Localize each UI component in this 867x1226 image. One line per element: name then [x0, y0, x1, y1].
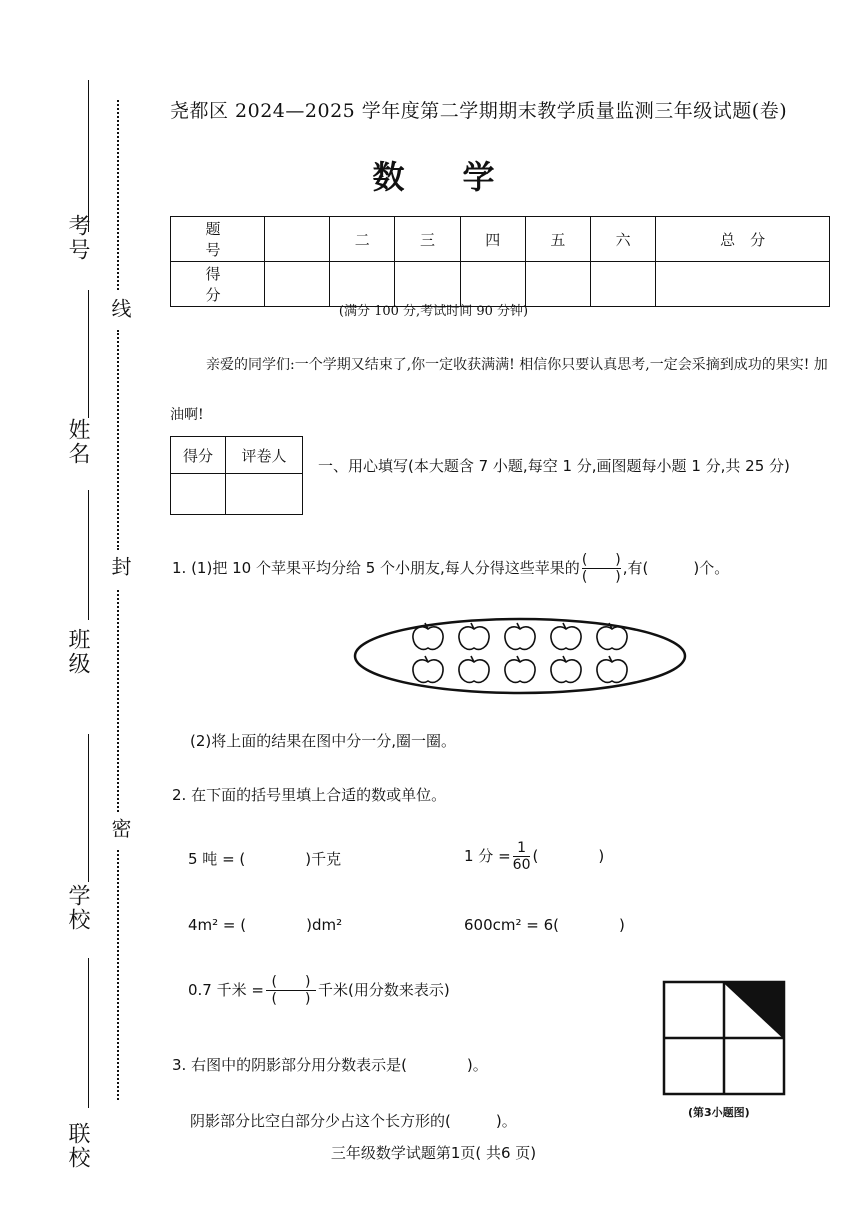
binding-line-4 — [88, 734, 89, 882]
exam-header: 尧都区 2024—2025 学年度第二学期期末教学质量监测三年级试题(卷) — [170, 100, 788, 122]
seal-dotted-line-4 — [117, 850, 119, 1100]
page-footer: 三年级数学试题第1页( 共6 页) — [330, 1144, 537, 1162]
seal-mi: 密 — [108, 818, 132, 840]
seal-feng: 封 — [108, 556, 132, 578]
q1-fraction-blank[interactable]: $\frac{( )}{( )}$ — [581, 552, 621, 585]
q2-title: 2. 在下面的括号里填上合适的数或单位。 — [172, 786, 447, 804]
score-cell: 五 — [525, 217, 590, 262]
grader-table — [170, 436, 303, 515]
grader-score-label: 得分 — [171, 437, 226, 474]
q2-c: 4m² = ( )dm² — [188, 916, 343, 934]
seal-dotted-line-3 — [117, 590, 119, 812]
name-label: 姓名 — [65, 418, 90, 466]
grader-score-cell[interactable] — [171, 474, 226, 515]
class-label: 班级 — [65, 628, 90, 676]
score-table — [170, 216, 830, 307]
score-cell: 三 — [395, 217, 460, 262]
exam-note: (满分 100 分,考试时间 90 分钟) — [338, 304, 529, 319]
q1-text: 1. (1)把 10 个苹果平均分给 5 个小朋友,每人分得这些苹果的 — [172, 559, 580, 577]
q2-d: 600cm² = 6( ) — [464, 916, 625, 934]
lianxiao-label: 联校 — [65, 1122, 90, 1170]
q3-figure — [662, 980, 786, 1096]
apple-icon — [505, 656, 535, 682]
q2-a: 5 吨 = ( )千克 — [188, 850, 342, 868]
subject-title: 数学 — [372, 158, 553, 196]
exam-no-label: 考号 — [65, 214, 90, 262]
score-cell: 二 — [330, 217, 395, 262]
q2-b: 1 分 = $\frac{1}{60}$ ( ) — [464, 840, 605, 873]
q1-part1 — [172, 552, 729, 585]
apple-icon — [551, 623, 581, 649]
apple-icon — [459, 656, 489, 682]
intro-text: 亲爱的同学们:一个学期又结束了,你一定收获满满! 相信你只要认真思考,一定会采摘到成功的果实! 加油啊! — [170, 357, 828, 423]
score-cell: 题 号 — [171, 217, 265, 262]
score-cell: 总 分 — [656, 217, 830, 262]
apple-icon — [459, 623, 489, 649]
seal-xian: 线 — [108, 298, 132, 320]
binding-line-3 — [88, 490, 89, 620]
binding-line-5 — [88, 958, 89, 1108]
apple-plate — [352, 616, 688, 696]
score-cell: 得 分 — [171, 262, 265, 307]
grader-reviewer-cell[interactable] — [226, 474, 303, 515]
seal-dotted-line-2 — [117, 330, 119, 550]
score-cell: 一 — [265, 217, 330, 262]
school-label: 学校 — [65, 884, 90, 932]
apple-icon — [505, 623, 535, 649]
q3-caption: (第3小题图) — [688, 1106, 750, 1119]
score-cell: 六 — [591, 217, 656, 262]
q3-line2: 阴影部分比空白部分少占这个长方形的( )。 — [190, 1112, 517, 1130]
apple-icon — [597, 656, 627, 682]
q1-text-b: ,有( )个。 — [622, 559, 730, 577]
score-cell: 四 — [460, 217, 525, 262]
q2-e: 0.7 千米 = $\frac{( )}{( )}$ 千米(用分数来表示) — [188, 974, 450, 1007]
q1-part2: (2)将上面的结果在图中分一分,圈一圈。 — [190, 732, 457, 750]
apple-icon — [551, 656, 581, 682]
q2-b-fraction: $\frac{1}{60}$ — [512, 840, 531, 873]
apple-icon — [413, 656, 443, 682]
q2-e-fraction-blank[interactable]: $\frac{( )}{( )}$ — [266, 974, 316, 1007]
grader-reviewer-label: 评卷人 — [226, 437, 303, 474]
q3-line1: 3. 右图中的阴影部分用分数表示是( )。 — [172, 1056, 488, 1074]
score-table-header-row — [171, 217, 830, 262]
section1-heading: 一、用心填写(本大题含 7 小题,每空 1 分,画图题每小题 1 分,共 25 分) — [318, 457, 790, 475]
